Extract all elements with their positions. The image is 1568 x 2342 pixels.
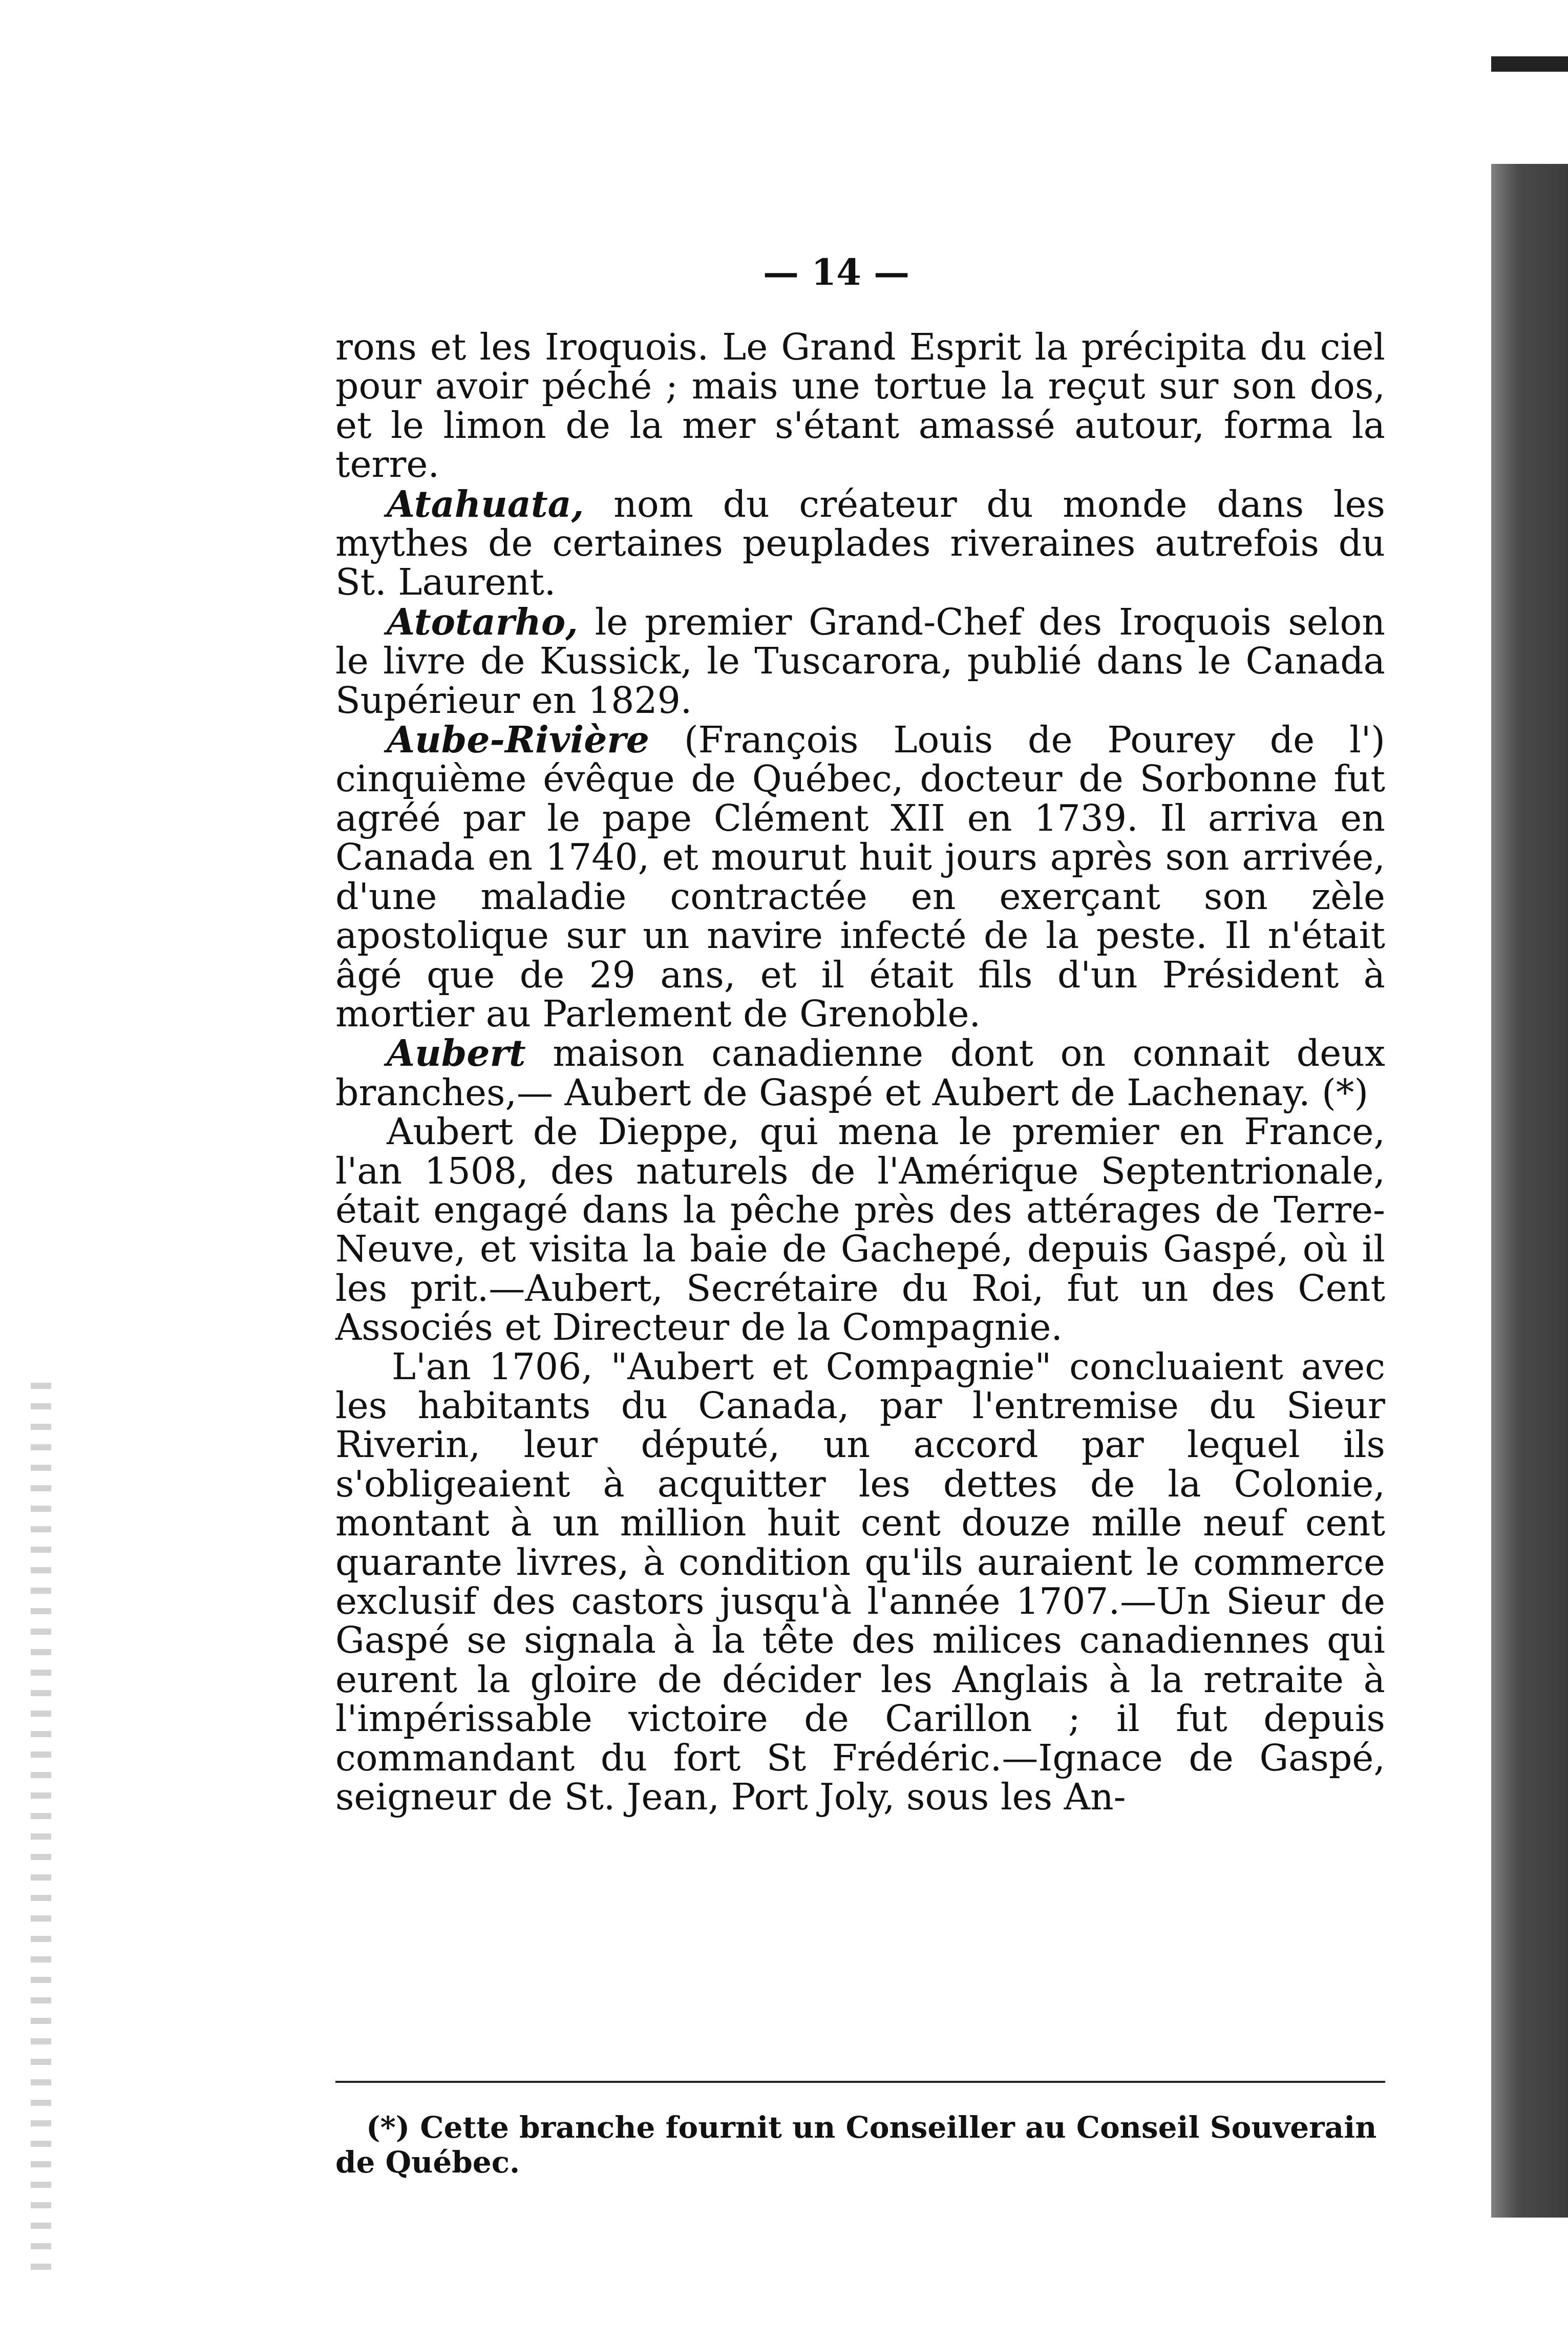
entry-term: Aubert bbox=[387, 1031, 526, 1075]
entry-term: Atahuata, bbox=[387, 482, 584, 525]
paragraph-text: rons et les Iroquois. Le Grand Esprit la précipita du ciel pour avoir péché ; mais une tortue la reçut sur son dos, et le limon de la mer s'étant amassé autour, forma la terre. bbox=[335, 326, 1385, 486]
paragraph-aubert-dieppe bbox=[335, 1112, 1385, 1347]
paragraph-text: L'an 1706, "Aubert et Compagnie" concluaient avec les habitants du Canada, par l'entremise du Sieur Riverin, leur député, un accord par lequel ils s'obligeaient à acquitter les dettes de la Colonie, montant à un million huit cent douze mille neuf cent quarante livres, à condition qu'ils auraient le commerce exclusif des castors jusqu'à l'année 1707.—Un Sieur de Gaspé se signala à la tête des milices canadiennes qui eurent la gloire de décider les Anglais à la retraite à l'impérissable victoire de Carillon ; il fut depuis commandant du fort St Frédéric.—Ignace de Gaspé, seigneur de St. Jean, Port Joly, sous les An- bbox=[335, 1345, 1385, 1819]
entry-text: le premier Grand-Chef des Iroquois selon le livre de Kussick, le Tuscarora, publié dans le Canada Supérieur en 1829. bbox=[335, 600, 1385, 722]
entry-term: Atotarho, bbox=[387, 600, 578, 643]
body-text bbox=[335, 328, 1385, 1817]
entry-text: nom du créateur du monde dans les mythes de certaines peuplades riveraines autrefois du St. Laurent. bbox=[335, 482, 1385, 604]
entry-term: Aube-Rivière bbox=[387, 718, 649, 762]
entry-aube-riviere bbox=[335, 720, 1385, 1033]
scan-edge-shadow bbox=[1491, 164, 1568, 2218]
paragraph-aubert-compagnie bbox=[335, 1347, 1385, 1817]
scan-edge-mark bbox=[1491, 56, 1568, 72]
paragraph-text: Aubert de Dieppe, qui mena le premier en France, l'an 1508, des naturels de l'Amérique Septentrionale, était engagé dans la pêche près des attérages de Terre-Neuve, et visita la baie de Gachepé, depuis Gaspé, où il les prit.—Aubert, Secrétaire du Roi, fut un des Cent Associés et Directeur de la Compagnie. bbox=[335, 1110, 1385, 1349]
paragraph-continuation bbox=[335, 328, 1385, 484]
footnote: (*) Cette branche fournit un Conseiller au Conseil Souverain de Québec. bbox=[335, 2110, 1377, 2180]
entry-text: maison canadienne dont on connait deux branches,— Aubert de Gaspé et Aubert de Lachenay. (*) bbox=[335, 1032, 1385, 1114]
scan-left-noise bbox=[31, 1383, 51, 2279]
entry-atahuata bbox=[335, 484, 1385, 602]
footnote-divider bbox=[335, 2081, 1385, 2083]
entry-aubert bbox=[335, 1033, 1385, 1112]
entry-atotarho bbox=[335, 602, 1385, 720]
entry-text: (François Louis de Pourey de l') cinquième évêque de Québec, docteur de Sorbonne fut agréé par le pape Clément XII en 1739. Il arriva en Canada en 1740, et mourut huit jours après son arrivée, d'une maladie contractée en exerçant son zèle apostolique sur un navire infecté de la peste. Il n'était âgé que de 29 ans, et il était fils d'un Président à mortier au Parlement de Grenoble. bbox=[335, 719, 1385, 1035]
page-number: — 14 — bbox=[763, 251, 910, 293]
